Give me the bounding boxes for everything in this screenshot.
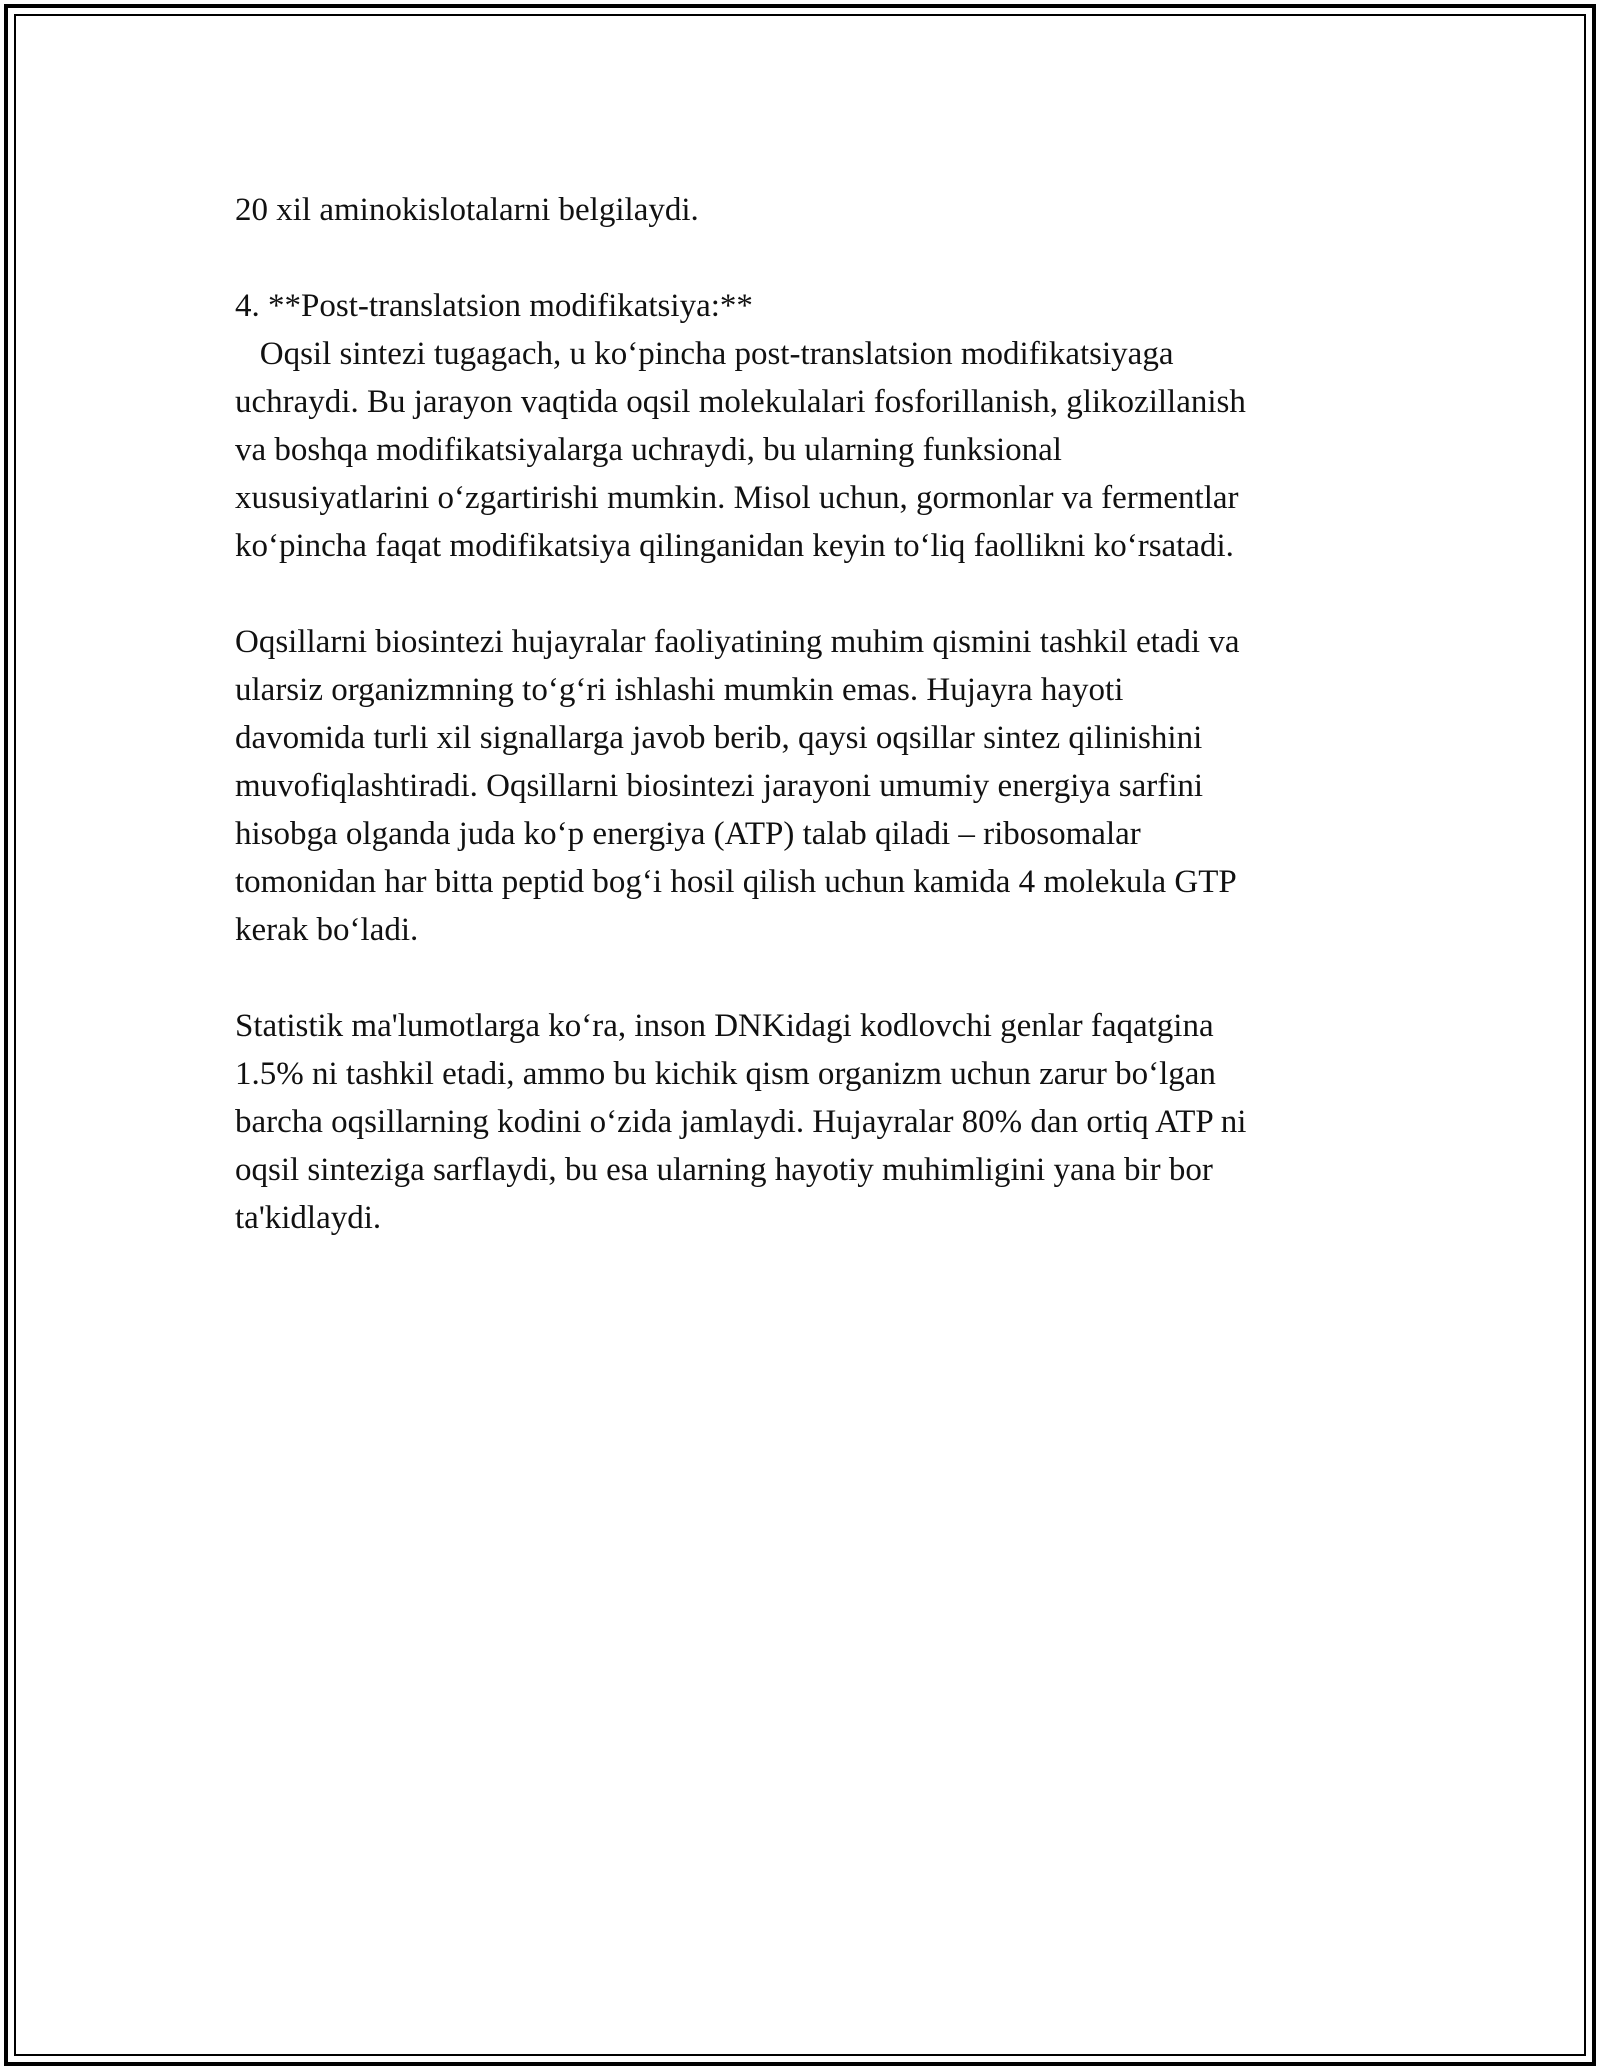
text-line: uchraydi. Bu jarayon vaqtida oqsil molekulalari fosforillanish, glikozillanish	[235, 384, 1246, 420]
paragraph-gap	[235, 570, 1375, 618]
paragraph-post-translation	[235, 282, 1375, 570]
text-line: muvofiqlashtiradi. Oqsillarni biosintezi jarayoni umumiy energiya sarfini	[235, 768, 1204, 804]
text-line: kerak bo‘ladi.	[235, 912, 419, 948]
list-item-heading: 4. **Post-translatsion modifikatsiya:**	[235, 288, 753, 324]
paragraph-biosynthesis	[235, 618, 1375, 954]
text-line: hisobga olganda juda ko‘p energiya (ATP) talab qiladi – ribosomalar	[235, 816, 1141, 852]
paragraph-gap	[235, 234, 1375, 282]
paragraph-intro-fragment	[235, 186, 1375, 234]
text-line: ta'kidlaydi.	[235, 1200, 382, 1236]
text-line: va boshqa modifikatsiyalarga uchraydi, bu ularning funksional	[235, 432, 1062, 468]
text-line: 1.5% ni tashkil etadi, ammo bu kichik qism organizm uchun zarur bo‘lgan	[235, 1056, 1216, 1092]
text-line: ko‘pincha faqat modifikatsiya qilinganidan keyin to‘liq faollikni ko‘rsatadi.	[235, 528, 1234, 564]
paragraph-gap	[235, 954, 1375, 1002]
text-line: barcha oqsillarning kodini o‘zida jamlaydi. Hujayralar 80% dan ortiq ATP ni	[235, 1104, 1247, 1140]
document-body	[235, 186, 1375, 1242]
paragraph-statistics	[235, 1002, 1375, 1242]
text-line: davomida turli xil signallarga javob berib, qaysi oqsillar sintez qilinishini	[235, 720, 1203, 756]
text-line: oqsil sinteziga sarflaydi, bu esa ularning hayotiy muhimligini yana bir bor	[235, 1152, 1213, 1188]
text-line: ularsiz organizmning to‘g‘ri ishlashi mumkin emas. Hujayra hayoti	[235, 672, 1124, 708]
text-line: Oqsillarni biosintezi hujayralar faoliyatining muhim qismini tashkil etadi va	[235, 624, 1240, 660]
text-line: tomonidan har bitta peptid bog‘i hosil qilish uchun kamida 4 molekula GTP	[235, 864, 1237, 900]
text-line: xususiyatlarini o‘zgartirishi mumkin. Misol uchun, gormonlar va fermentlar	[235, 480, 1239, 516]
text-line: 20 xil aminokislotalarni belgilaydi.	[235, 192, 699, 228]
text-line: Statistik ma'lumotlarga ko‘ra, inson DNKidagi kodlovchi genlar faqatgina	[235, 1008, 1214, 1044]
text-line: Oqsil sintezi tugagach, u ko‘pincha post-translatsion modifikatsiyaga	[235, 336, 1174, 372]
